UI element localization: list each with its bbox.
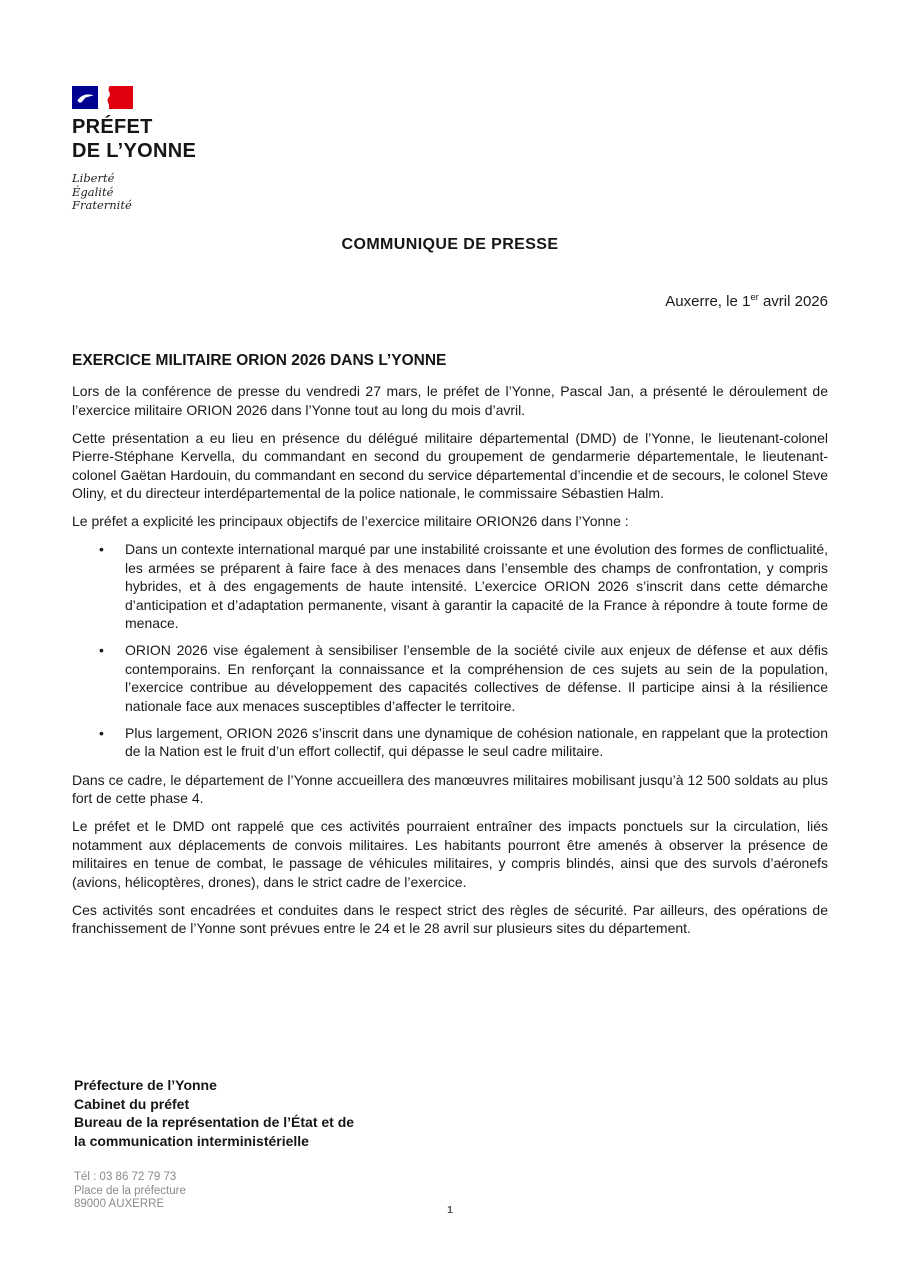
bullet-item-cohesion (72, 724, 828, 761)
french-flag-marianne-icon (72, 86, 133, 109)
signature-line-prefecture: Préfecture de l’Yonne (74, 1077, 217, 1093)
bullet-item-context (72, 540, 828, 633)
signature-line-bureau: Bureau de la représentation de l’État et de (74, 1114, 355, 1131)
dateline-suffix: avril 2026 (758, 293, 828, 310)
republic-motto (72, 172, 196, 213)
bullet-text-cohesion: Plus largement, ORION 2026 s’inscrit dans une dynamique de cohésion nationale, en rappelant que la protection de la Nation est le fruit d’un effort collectif, qui dépasse le seul cadre militaire. (125, 724, 828, 759)
bullet-item-sensibilisation (72, 641, 828, 715)
article-title: EXERCICE MILITAIRE ORION 2026 DANS L’YONNE (72, 352, 447, 369)
paragraph-intro: Lors de la conférence de presse du vendredi 27 mars, le préfet de l’Yonne, Pascal Jan, a présenté le déroulement de l’exercice militaire ORION 2026 dans l’Yonne tout au long du mois d’avril. (72, 383, 828, 418)
prefecture-name-line2: DE L’YONNE (72, 140, 197, 162)
document-type-heading: COMMUNIQUE DE PRESSE (341, 236, 559, 253)
paragraph-presentation: Cette présentation a eu lieu en présence du délégué militaire départemental (DMD) de l’Yonne, le lieutenant-colonel Pierre-Stéphane Kervella, du commandant en second du groupement de gendarmerie départementale, le lieutenant-colonel Gaëtan Hardouin, du commandant en second du service départemental d’incendie et de secours, le colonel Steve Oliny, et du directeur interdépartemental de la police nationale, le commissaire Sébastien Halm. (72, 429, 828, 501)
objectives-bullet-list (72, 540, 828, 761)
bullet-icon: • (99, 642, 104, 658)
prefecture-name-line1: PRÉFET (72, 116, 153, 138)
dateline-ordinal-sup: er (750, 292, 759, 303)
dateline-prefix: Auxerre, le 1 (665, 293, 751, 310)
paragraph-objectives-lead: Le préfet a explicité les principaux objectifs de l’exercice militaire ORION26 dans l’Yonne : (72, 513, 629, 529)
dateline (665, 293, 828, 310)
bullet-text-context: Dans un contexte international marqué par une instabilité croissante et une évolution des formes de conflictualité, les armées se préparent à faire face à des menaces dans l’ensemble des champs de confrontation, y compris hybrides, et à des engagements de haute intensité. L’exercice ORION 2026 s’inscrit dans cette démarche d’anticipation et d’adaptation permanente, visant à garantir la capacité de la France à répondre à toute forme de menace. (125, 541, 828, 631)
bullet-icon: • (99, 541, 104, 557)
page-number: 1 (447, 1204, 453, 1216)
article-body (72, 351, 828, 947)
signature-block (74, 1076, 354, 1150)
paragraph-cadre: Dans ce cadre, le département de l’Yonne accueillera des manœuvres militaires mobilisant jusqu’à 12 500 soldats au plus fort de cette phase 4. (72, 771, 828, 806)
bullet-icon: • (99, 724, 104, 741)
signature-line-communication: la communication interministérielle (74, 1132, 309, 1149)
paragraph-impacts: Le préfet et le DMD ont rappelé que ces activités pourraient entraîner des impacts ponctuels sur la circulation, liés notamment aux déplacements de convois militaires. Les habitants pourront être amenés à observer la présence de militaires en tenue de combat, le passage de véhicules militaires, y compris blindés, ainsi que des survols d’aéronefs (avions, hélicoptères, drones), dans le strict cadre de l’exercice. (72, 818, 828, 890)
motto-fraternite: Fraternité (72, 198, 132, 212)
contact-address-line1: Place de la préfecture (74, 1184, 186, 1197)
bullet-text-sensibilisation: ORION 2026 vise également à sensibiliser l’ensemble de la société civile aux enjeux de défense et aux défis contemporains. En renforçant la connaissance et la compréhension de ces sujets au sein de la population, l’exercice contribue au développement des capacités collectives de défense. Il participe ainsi à la résilience nationale face aux menaces susceptibles d’affecter le territoire. (125, 642, 828, 714)
prefecture-name (72, 115, 196, 163)
contact-address-line2: 89000 AUXERRE (74, 1198, 165, 1210)
government-logo-block (72, 86, 196, 213)
motto-liberte: Liberté (72, 171, 115, 185)
contact-phone: Tél : 03 86 72 79 73 (74, 1171, 177, 1183)
signature-line-cabinet: Cabinet du préfet (74, 1095, 190, 1112)
paragraph-securite: Ces activités sont encadrées et conduites dans le respect strict des règles de sécurité. Par ailleurs, des opérations de franchissement de l’Yonne sont prévues entre le 24 et le 28 avril sur plusieurs sites du département. (72, 901, 828, 936)
motto-egalite: Égalité (72, 184, 114, 199)
